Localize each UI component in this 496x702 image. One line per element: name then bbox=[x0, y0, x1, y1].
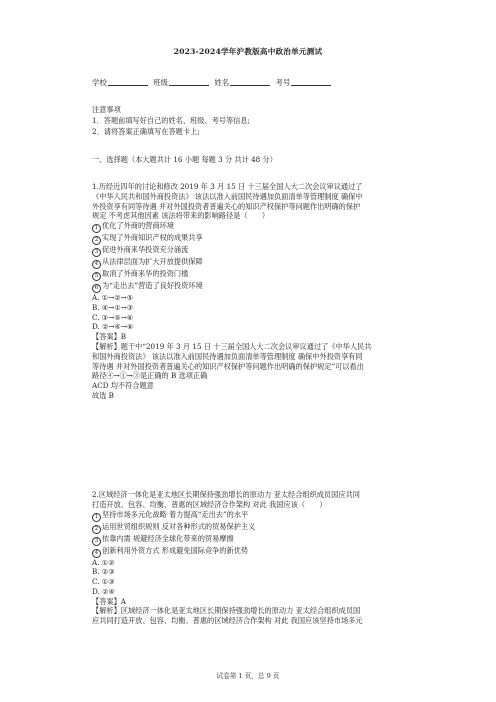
q1-item: 5 取消了外商来华的投资门槛 bbox=[92, 269, 408, 281]
q2-item: 4 创新利用外资方式 形成避免国际竞争的新优势 bbox=[92, 546, 408, 558]
q2-option-d[interactable]: D. ②④ bbox=[92, 586, 115, 596]
page-footer: 试卷第 1 页，总 9 页 bbox=[216, 672, 280, 680]
q1-stem-line: 《中华人民共和国外商投资法》 该法以准入前国民待遇加负面清单等管理制度 确保中 bbox=[92, 191, 363, 201]
page-title: 2023-2024学年沪教版高中政治单元测试 bbox=[173, 47, 323, 56]
q1-analysis-line: 路径④→①→③是正确的 B 选项正确 bbox=[92, 371, 208, 381]
q1-analysis-line: 【解析】题干中“2019 年 3 月 15 日 十三届全国人大二次会议审议通过了《中华人民共 bbox=[92, 342, 372, 352]
q1-answer: 【答案】B bbox=[92, 332, 127, 342]
q1-stem-line: 1.历经近四年的讨论和修改 2019 年 3 月 15 日 十三届全国人大二次会议审议通过了 bbox=[92, 182, 363, 191]
name-blank[interactable] bbox=[230, 79, 270, 86]
q1-stem-line: 规定 不考虑其他因素 该法将带来的影响路径是（ ） bbox=[92, 211, 270, 221]
q2-stem-line: 打造开放、包容、均衡、普惠的区域经济合作架构 对此 我国应该（ ） bbox=[92, 499, 327, 509]
section-heading: 一、选择题（本大题共计 16 小题 每题 3 分 共计 48 分） bbox=[92, 155, 277, 164]
q2-item: 1 坚持市场多元化战略 着力提高“走出去”的水平 bbox=[92, 510, 408, 522]
circled-number: 1 bbox=[92, 513, 101, 522]
circled-number: 3 bbox=[92, 248, 101, 257]
question-2 bbox=[92, 490, 408, 626]
circled-number: 2 bbox=[92, 236, 101, 245]
school-label: 学校 bbox=[92, 78, 107, 87]
q1-item: 4 从法律层面为扩大开放提供保障 bbox=[92, 257, 408, 269]
student-info-line bbox=[92, 78, 408, 88]
q2-analysis-line: 应共同打造开放、包容、均衡、普惠的区域经济合作架构 对此 我国应该坚持市场多元 bbox=[92, 616, 363, 626]
q1-analysis-line: 故选 B bbox=[92, 390, 114, 400]
class-blank[interactable] bbox=[169, 79, 209, 86]
school-blank[interactable] bbox=[108, 79, 148, 86]
q2-item: 3 依靠内需 规避经济全球化带来的贸易摩擦 bbox=[92, 534, 408, 546]
q2-analysis-line: 【解析】区域经济一体化是亚太地区长期保持强劲增长的原动力 亚太经合组织成员国 bbox=[92, 606, 361, 616]
circled-number: 1 bbox=[92, 224, 101, 233]
q2-stem-line: 2.区域经济一体化是亚太地区长期保持强劲增长的原动力 亚太经合组织成员国应共同 bbox=[92, 490, 360, 499]
notes-item: 2．请将答案正确填写在答题卡上; bbox=[92, 126, 200, 136]
q1-option-b[interactable]: B. ④→①→③ bbox=[92, 302, 134, 312]
q1-item: 1 优化了外商的营商环境 bbox=[92, 221, 408, 233]
notes-heading: 注意事项 bbox=[92, 105, 121, 114]
circled-number: 6 bbox=[92, 284, 101, 293]
circled-number: 4 bbox=[92, 549, 101, 558]
q1-option-a[interactable]: A. ①→②→⑤ bbox=[92, 293, 134, 303]
q1-stem-line: 外投资享有同等待遇 并对外国投资者普遍关心的知识产权保护等问题作出明确的保护 bbox=[92, 201, 361, 211]
q2-answer: 【答案】A bbox=[92, 596, 126, 606]
q2-option-c[interactable]: C. ①③ bbox=[92, 577, 115, 587]
exam-no-label: 考号 bbox=[275, 78, 291, 87]
q1-analysis-line: ACD 均不符合题意 bbox=[92, 381, 154, 391]
q1-option-d[interactable]: D. ②→④→⑥ bbox=[92, 322, 134, 332]
name-label: 姓名 bbox=[214, 78, 230, 87]
class-label: 班级 bbox=[153, 78, 168, 87]
q1-item: 3 促进外商来华投资充分涌流 bbox=[92, 245, 408, 257]
circled-number: 5 bbox=[92, 272, 101, 281]
circled-number: 4 bbox=[92, 260, 101, 269]
q2-option-a[interactable]: A. ①② bbox=[92, 557, 115, 567]
notes-item: 1．答题前填写好自己的姓名、班级、考号等信息; bbox=[92, 115, 250, 125]
notes-block bbox=[92, 105, 408, 138]
circled-number: 2 bbox=[92, 525, 101, 534]
circled-number: 3 bbox=[92, 537, 101, 546]
q1-analysis-line: 和国外商投资法》 该法以准入前国民待遇加负面清单等管理制度 确保中外投资享有同 bbox=[92, 351, 363, 361]
q2-option-b[interactable]: B. ②③ bbox=[92, 567, 115, 577]
q2-item: 2 运用世贸组织规则 反对各种形式的贸易保护主义 bbox=[92, 522, 408, 534]
q1-item: 6 为“走出去”营造了良好投资环境 bbox=[92, 281, 408, 293]
q1-analysis-line: 等待遇 并对外国投资者普遍关心的知识产权保护等问题作出明确的保护规定”可以看出 bbox=[92, 361, 364, 371]
question-1 bbox=[92, 182, 408, 401]
q1-item: 2 实现了外商知识产权的成果共享 bbox=[92, 233, 408, 245]
q1-option-c[interactable]: C. ③→⑤→⑥ bbox=[92, 312, 134, 322]
exam-no-blank[interactable] bbox=[291, 79, 331, 86]
